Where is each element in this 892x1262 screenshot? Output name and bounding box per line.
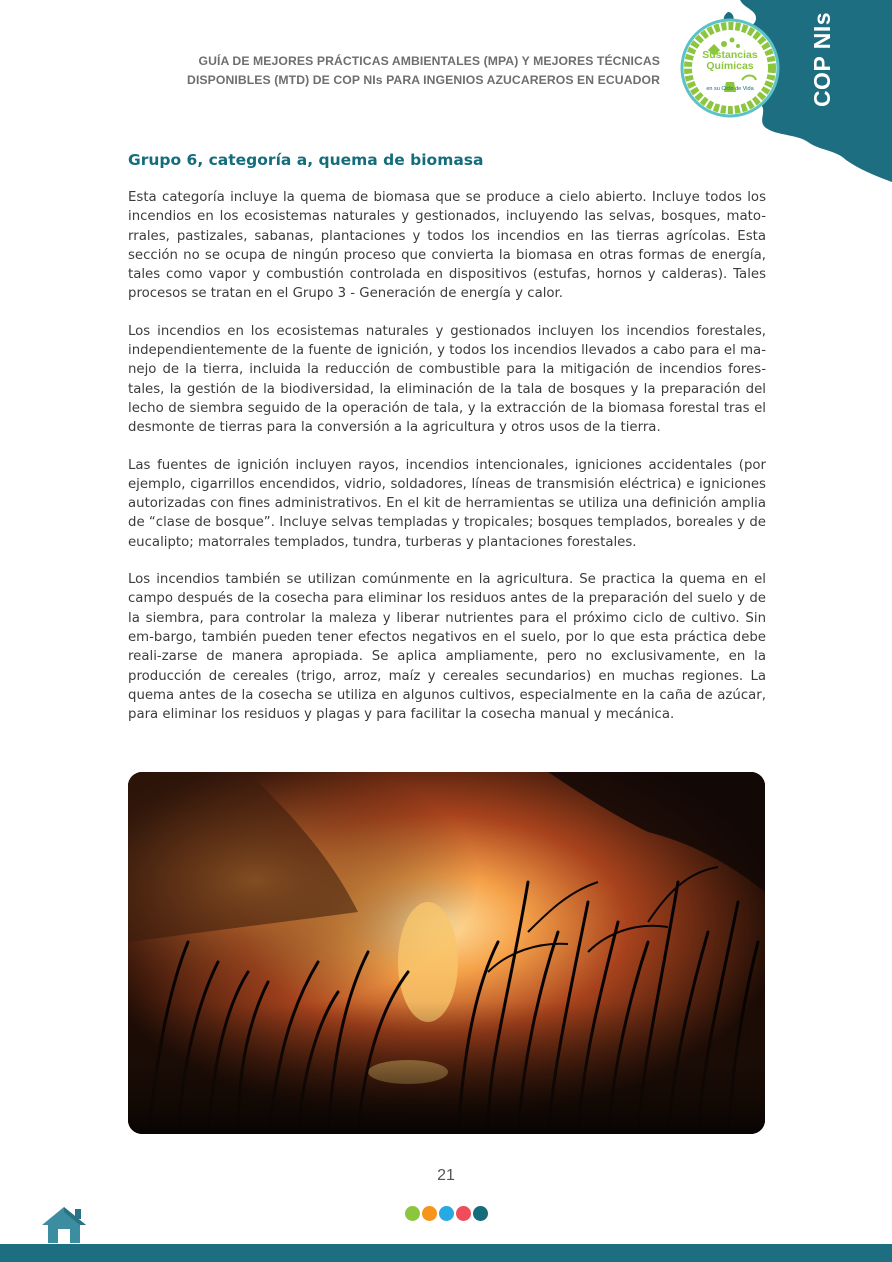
color-dots [405, 1206, 488, 1222]
color-dot [422, 1206, 437, 1221]
cop-nis-tab-label: COP NIs [809, 11, 836, 107]
color-dot [405, 1206, 420, 1221]
section-title: Grupo 6, categoría a, quema de biomasa [128, 151, 484, 169]
body-text [128, 188, 766, 742]
paragraph-3: Las fuentes de ignición incluyen rayos, incendios intencionales, igniciones accidentales (por ejemplo, cigarrillos encendidos, vidrio, soldadores, líneas de transmisión eléctrica) e igniciones autorizadas con fines administrativos. En el kit de herramientas se utiliza una definición amplia de “clase de bosque”. Incluye selvas templadas y tropicales; bosques templados, boreales y de eucalipto; matorrales templados, tundra, turberas y plantaciones forestales. [128, 457, 766, 550]
logo-tagline: en su Ciclo de Vida [706, 86, 754, 92]
header-title-line-1: GUÍA DE MEJORES PRÁCTICAS AMBIENTALES (MPA) Y MEJORES TÉCNICAS [198, 54, 660, 68]
cop-nis-tab [800, 0, 846, 118]
document-header-title [170, 52, 660, 90]
paragraph-1: Esta categoría incluye la quema de biomasa que se produce a cielo abierto. Incluye todos los incendios en los ecosistemas naturales y gestionados, incluyendo las selvas, bosques, mato-rrales, pastizales, sabanas, plantaciones y todos los incendios en las tierras agrícolas. Esta sección no se ocupa de ningún proceso que convierta la biomasa en otras formas de energía, tales como vapor y combustión controlada en dispositivos (estufas, hornos y calderas). Tales procesos se tratan en el Grupo 3 - Generación de energía y calor. [128, 190, 766, 302]
sugarcane-burning-photo [128, 772, 765, 1134]
color-dot [439, 1206, 454, 1221]
paragraph-4: Los incendios también se utilizan comúnmente en la agricultura. Se practica la quema en el campo después de la cosecha para eliminar los residuos antes de la preparación del suelo y de la siembra, para controlar la maleza y liberar nutrientes para el próximo ciclo de cultivo. Sin em-bargo, también pueden tener efectos negativos en el suelo, por lo que esta práctica debe reali-zarse de manera apropiada. Se aplica ampliamente, pero no exclusivamente, en la producción de cereales (trigo, arroz, maíz y cereales secundarios) en muchas regiones. La quema antes de la cosecha se utiliza en algunos cultivos, especialmente en la caña de azúcar, para eliminar los residuos y plagas y para facilitar la cosecha manual y mecánica. [128, 572, 766, 723]
page-number: 21 [437, 1167, 455, 1184]
footer-bar [0, 1244, 892, 1262]
header-title-line-2: DISPONIBLES (MTD) DE COP NIs PARA INGENIOS AZUCAREROS EN ECUADOR [187, 73, 660, 87]
color-dot [473, 1206, 488, 1221]
home-icon[interactable] [40, 1205, 88, 1245]
logo-name: Sustancias Químicas [702, 49, 758, 72]
paragraph-2: Los incendios en los ecosistemas naturales y gestionados incluyen los incendios forestales, independientemente de la fuente de ignición, y todos los incendios llevados a cabo para el ma-nejo de la tierra, incluida la reducción de combustible para la mitigación de incendios fores-tales, la gestión de la biodiversidad, la eliminación de la tala de bosques y la preparación del lecho de siembra seguido de la operación de tala, y la extracción de la biomasa forestal tras el desmonte de tierras para la conversión a la agricultura y otros usos de la tierra. [128, 323, 766, 436]
color-dot [456, 1206, 471, 1221]
